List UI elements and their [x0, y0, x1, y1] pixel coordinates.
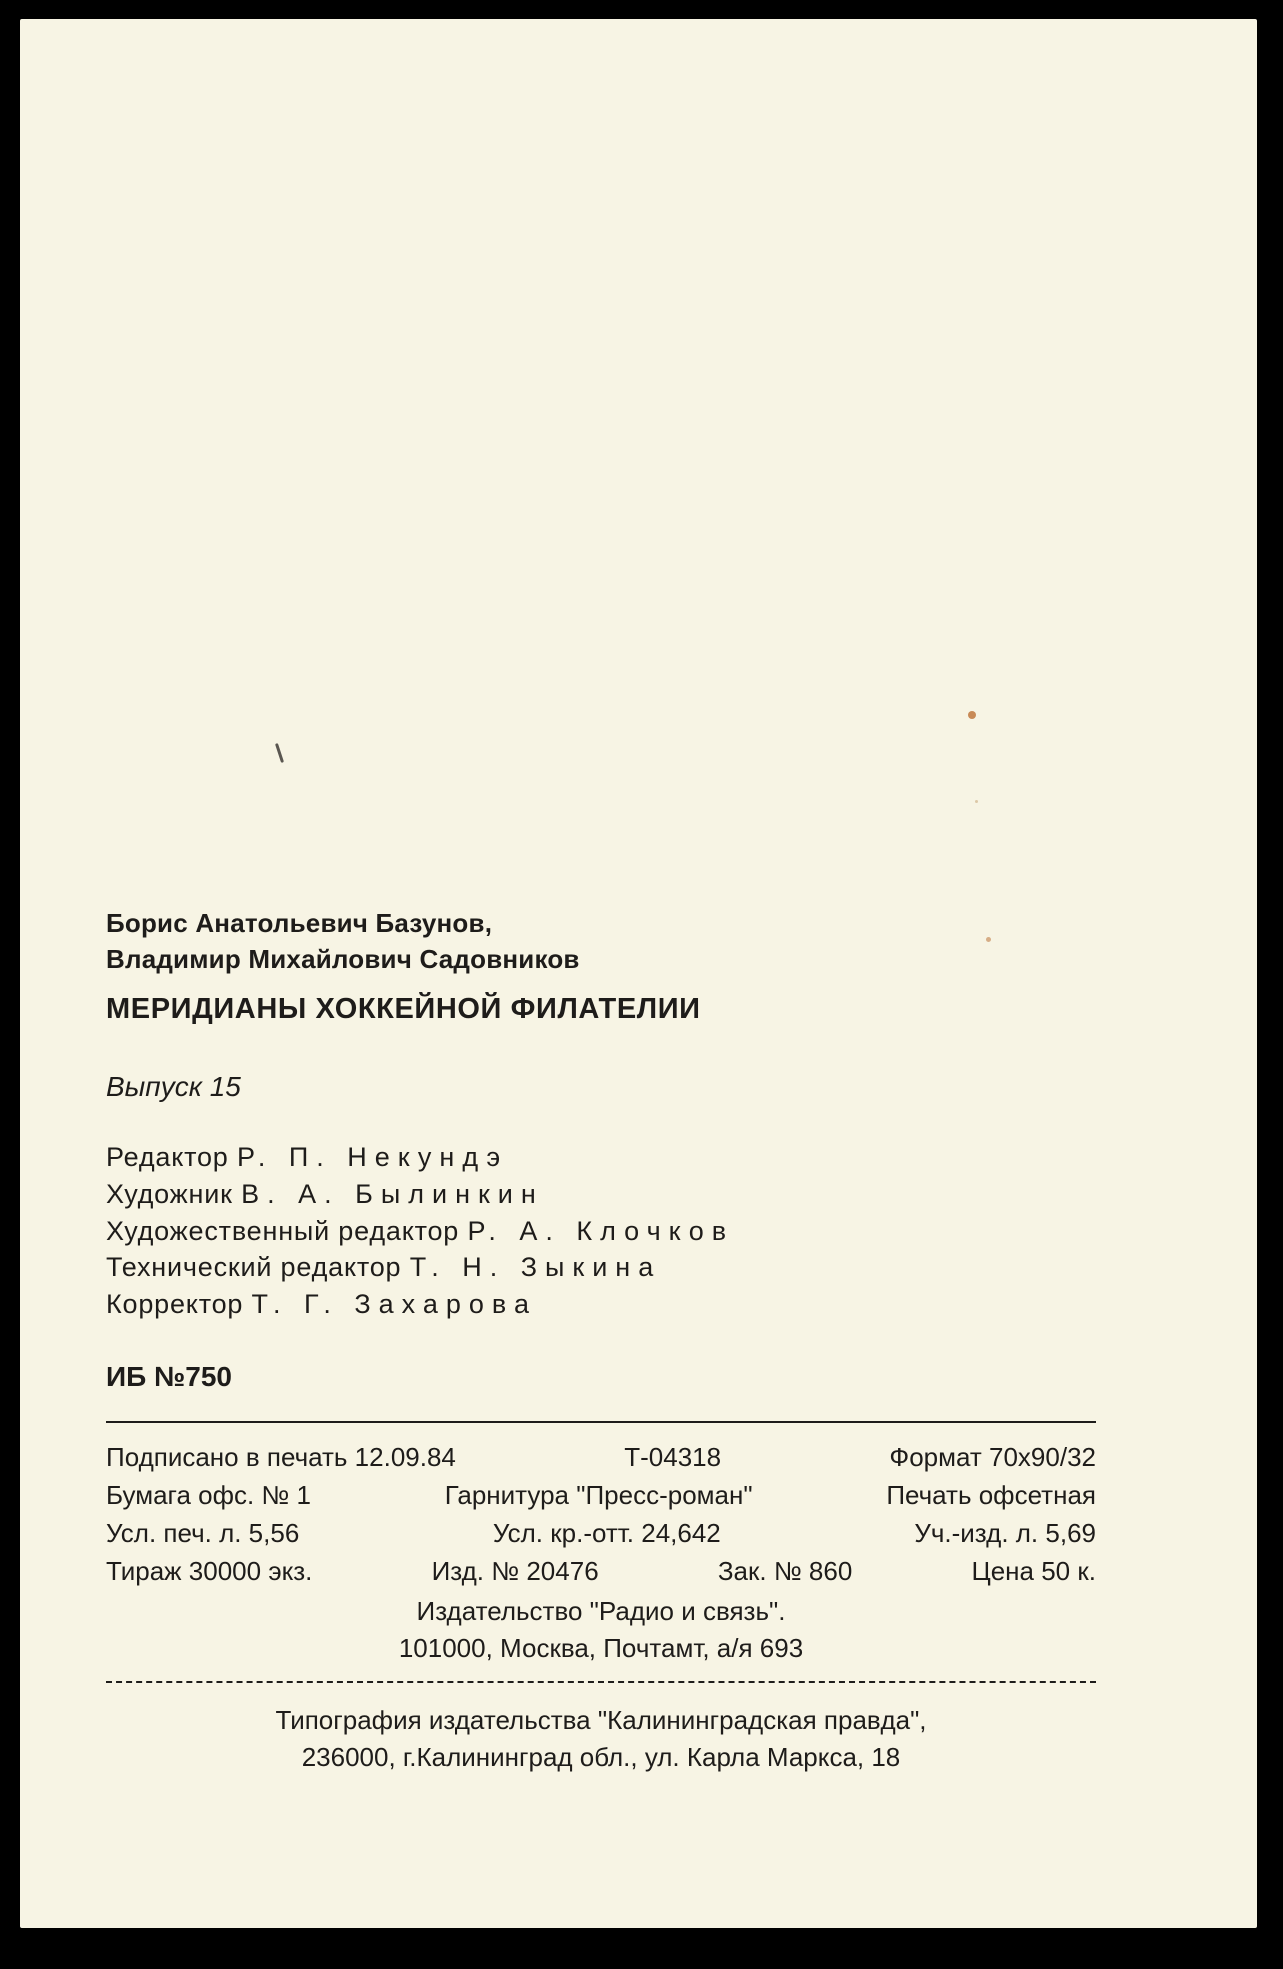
- imprint-cell: Т-04318: [624, 1442, 722, 1472]
- imprint-cell: Тираж 30000 экз.: [106, 1556, 313, 1586]
- paper-stain: [968, 711, 976, 719]
- book-title: МЕРИДИАНЫ ХОККЕЙНОЙ ФИЛАТЕЛИИ: [106, 993, 701, 1025]
- divider-top: [106, 1421, 1096, 1423]
- paper-stain: [986, 937, 991, 942]
- credit-name: Р. А. Клочков: [467, 1216, 735, 1246]
- author-2: Владимир Михайлович Садовников: [106, 944, 580, 974]
- imprint-cell: Бумага офс. № 1: [106, 1480, 312, 1510]
- imprint-cell: Уч.-изд. л. 5,69: [914, 1518, 1096, 1548]
- ib-number: ИБ №750: [106, 1361, 232, 1392]
- publisher-address: 101000, Москва, Почтамт, а/я 693: [398, 1633, 804, 1663]
- credit-art-editor: [106, 1216, 734, 1247]
- credit-role: Корректор: [106, 1289, 244, 1319]
- imprint-row: [106, 1480, 1096, 1518]
- publisher-name: Издательство "Радио и связь".: [416, 1596, 786, 1626]
- imprint-table: [106, 1442, 1096, 1594]
- imprint-cell: Гарнитура "Пресс-роман": [444, 1480, 753, 1510]
- imprint-cell: Печать офсетная: [886, 1480, 1096, 1510]
- paper-stain: [975, 800, 978, 803]
- imprint-cell: Изд. № 20476: [431, 1556, 599, 1586]
- imprint-cell: Усл. печ. л. 5,56: [106, 1518, 300, 1548]
- imprint-row: [106, 1442, 1096, 1480]
- imprint-cell: Формат 70х90/32: [889, 1442, 1096, 1472]
- credit-role: Редактор: [106, 1142, 229, 1172]
- credit-corrector: [106, 1289, 537, 1320]
- imprint-cell: Цена 50 к.: [971, 1556, 1096, 1586]
- credit-name: Т. Г. Захарова: [251, 1289, 537, 1319]
- credit-name: В. А. Былинкин: [241, 1179, 544, 1209]
- credit-role: Технический редактор: [106, 1252, 402, 1282]
- credit-artist: [106, 1179, 544, 1210]
- issue-number: Выпуск 15: [106, 1071, 241, 1102]
- credit-tech-editor: [106, 1252, 661, 1283]
- credit-role: Художник: [106, 1179, 233, 1209]
- printer-address: 236000, г.Калининград обл., ул. Карла Маркса, 18: [301, 1742, 901, 1772]
- imprint-row: [106, 1556, 1096, 1594]
- credit-editor: [106, 1142, 508, 1173]
- printer-name: Типография издательства "Калининградская правда",: [275, 1705, 927, 1735]
- divider-bottom: [106, 1681, 1096, 1683]
- imprint-cell: Подписано в печать 12.09.84: [106, 1442, 456, 1472]
- imprint-row: [106, 1518, 1096, 1556]
- credit-name: Т. Н. Зыкина: [409, 1252, 662, 1282]
- imprint-cell: Усл. кр.-отт. 24,642: [492, 1518, 721, 1548]
- author-1: Борис Анатольевич Базунов,: [106, 908, 493, 938]
- credit-name: Р. П. Некундэ: [236, 1142, 509, 1172]
- credit-role: Художественный редактор: [106, 1216, 460, 1246]
- imprint-cell: Зак. № 860: [717, 1556, 853, 1586]
